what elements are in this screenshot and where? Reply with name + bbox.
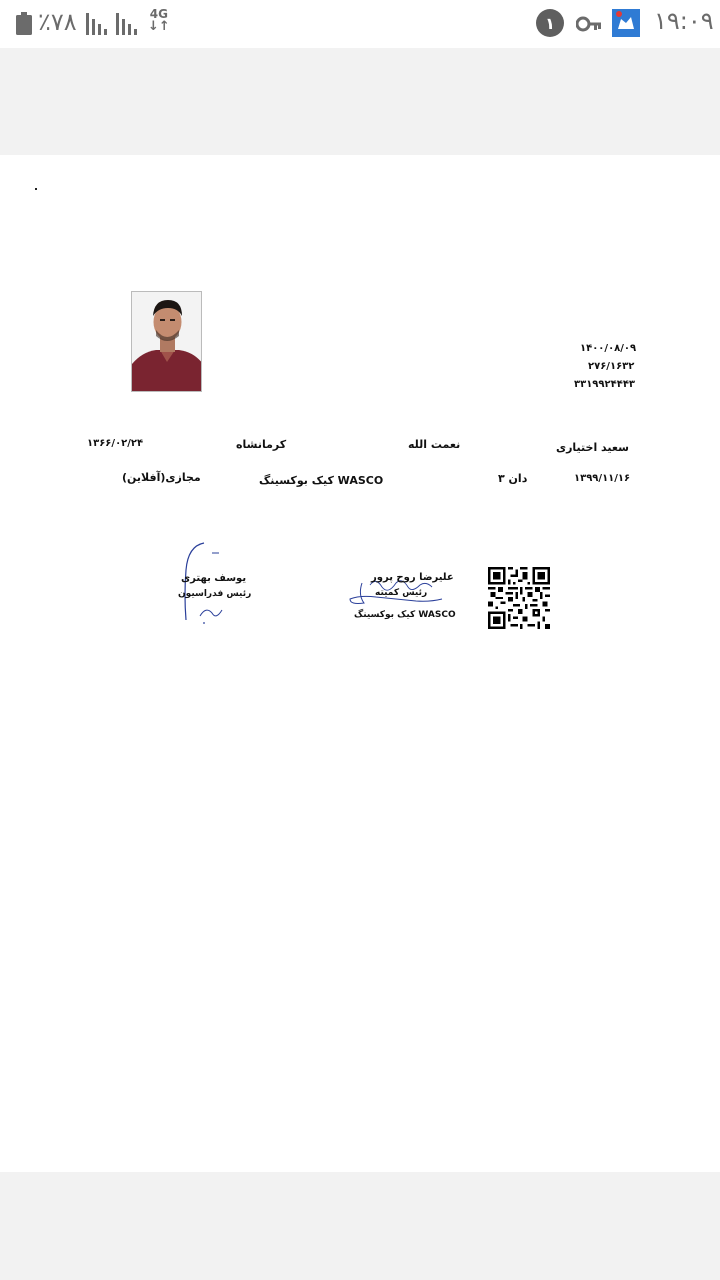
exam-mode: مجازی(آفلاین) (122, 471, 201, 484)
martial-art-style: کیک بوکسینگ WASCO (259, 474, 384, 487)
verification-qr-code[interactable] (488, 567, 550, 629)
clock: ۱۹:۰۹ (654, 7, 714, 35)
network-label: 4G (149, 7, 168, 21)
issue-date-header: ۱۴۰۰/۰۸/۰۹ (580, 343, 637, 354)
committee-organization: کیک بوکسینگ WASCO (354, 610, 456, 620)
battery-percentage: ٪۷۸ (38, 8, 77, 36)
notification-count: ۱ (545, 13, 555, 33)
grade-date: ۱۳۹۹/۱۱/۱۶ (574, 473, 631, 484)
notification-badge (536, 9, 564, 37)
member-name: سعید اختیاری (556, 441, 629, 454)
federation-president-title: رئیس فدراسیون (178, 589, 252, 599)
portrait-image (132, 292, 202, 392)
signal-icon (116, 13, 140, 35)
dan-rank: دان ۳ (498, 472, 528, 485)
data-arrows-icon: ↓↑ (148, 19, 170, 34)
city: کرمانشاه (236, 438, 287, 451)
viewer-bottom-margin (0, 1172, 720, 1280)
father-name: نعمت الله (408, 438, 461, 451)
national-code: ۳۳۱۹۹۲۴۴۴۳ (574, 379, 636, 390)
committee-head-name: علیرضا روح پرور (371, 572, 454, 583)
certificate-document[interactable] (0, 155, 720, 1172)
app-icon (612, 9, 640, 37)
signal-icon (86, 13, 110, 35)
page-mark (35, 188, 37, 190)
member-photo (131, 291, 202, 392)
committee-head-title: رئیس کمیته (375, 588, 428, 598)
federation-president-name: یوسف بهتری (181, 573, 247, 584)
network-type-indicator (148, 8, 170, 33)
status-bar (0, 0, 720, 48)
birth-date: ۱۳۶۶/۰۲/۲۴ (87, 438, 144, 449)
battery-icon (16, 12, 32, 35)
viewer-top-margin (0, 48, 720, 155)
vpn-key-icon (576, 15, 602, 33)
registration-number: ۲۷۶/۱۶۳۲ (588, 361, 635, 372)
